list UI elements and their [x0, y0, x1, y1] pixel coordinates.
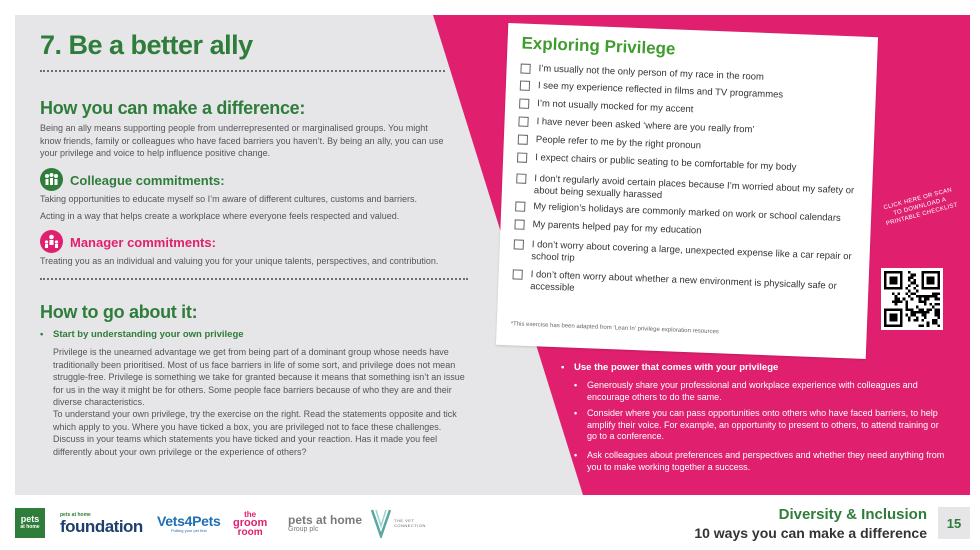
checkbox[interactable]: [518, 116, 528, 126]
bullet-understand-privilege: [40, 329, 244, 342]
logo-at-home-word: at home: [20, 524, 40, 530]
manager-commitments-heading: Manager commitments:: [70, 235, 216, 250]
colleague-commitment-2: Acting in a way that helps create a workplace where everyone feels respected and valued.: [40, 211, 400, 221]
logo-foundation: [60, 505, 143, 541]
bullet-understand-privilege-label: Start by understanding your own privilege: [53, 329, 244, 340]
checklist-item-text: I don’t worry about covering a large, unexpected expense like a car repair or school trip: [531, 239, 852, 264]
logo-vet-connection: [370, 505, 426, 541]
checkbox[interactable]: [516, 173, 526, 183]
logo-group-sub: Group plc: [288, 525, 319, 533]
footer-title-line-2: 10 ways you can make a difference: [694, 525, 927, 541]
divider-dotted-2: [40, 278, 468, 280]
use-power-item-text: Generously share your professional and workplace experience with colleagues and encourage others to do the same.: [587, 380, 918, 402]
bullet-dot: •: [574, 450, 578, 460]
exercise-paragraph: To understand your own privilege, try the exercise on the right. Read the statements opposite and tick which apply to you. Where you have ticked a box, you are privileged not to face these challenges. Discuss in your teams which statements you have ticked and your reaction. Has it made you feel differently about your own privilege or the experience of others?: [53, 409, 457, 457]
checklist-item-text: I don’t regularly avoid certain places because I’m worried about my safety or about being sexually harassed: [533, 173, 855, 202]
vet-connection-mark-icon: [370, 508, 392, 538]
footer-title-line-1: Diversity & Inclusion: [778, 506, 927, 523]
use-power-item: [574, 408, 947, 443]
logo-group-main: pets at home: [288, 512, 363, 527]
bullet-dot: •: [40, 329, 44, 340]
logo-pets-at-home: [15, 505, 45, 541]
divider-dotted: [40, 70, 445, 72]
checklist-item-text: I have never been asked ‘where are you really from’: [536, 116, 755, 136]
page-number: 15: [938, 507, 970, 539]
bullet-use-power-label: Use the power that comes with your privilege: [574, 362, 779, 373]
checklist-item-text: My parents helped pay for my education: [532, 219, 702, 237]
logo-vets4pets-tagline: Putting your pet first: [171, 527, 207, 533]
use-power-item: [574, 450, 947, 473]
checklist-item-text: My religion’s holidays are commonly marked on work or school calendars: [533, 201, 841, 224]
privilege-paragraph: Privilege is the unearned advantage we get from being part of a dominant group whose needs have traditionally been prioritised. Most of us face barriers in life of some sort, and privilege does not mean struggle-free. Privilege is something we take for granted because it means that something isn’t an issue for us in the way it might be for others. Some people face barriers because of who they are and their diverse characteristics.: [53, 347, 465, 407]
use-power-item-text: Ask colleagues about preferences and perspectives and whether they need anything from you to make working together a success.: [587, 450, 945, 472]
download-checklist-note: CLICK HERE OR SCAN TO DOWNLOAD A PRINTABLE CHECKLIST: [883, 187, 959, 228]
colleague-icon: [40, 168, 63, 191]
bullet-dot: •: [574, 408, 578, 418]
exploring-privilege-checklist: [496, 23, 878, 359]
logo-pets-word: pets: [20, 514, 40, 524]
logo-foundation-word: foundation: [60, 516, 143, 536]
logo-groom-the: the: [244, 509, 257, 519]
checkbox[interactable]: [519, 98, 529, 108]
footer-title: [694, 506, 927, 542]
section-heading-how-to: How to go about it:: [40, 302, 198, 322]
logo-groom-room-word: room: [237, 526, 263, 538]
checklist-item-text: I’m not usually mocked for my accent: [537, 98, 694, 116]
colleague-commitments-heading: Colleague commitments:: [70, 173, 225, 188]
manager-icon: [40, 230, 63, 253]
bullet-dot: •: [574, 380, 578, 390]
intro-paragraph: Being an ally means supporting people from underrepresented or marginalised groups. You might know friends, family or colleagues who have faced barriers you haven’t. By being an ally, you can use your privilege and voice to help influence positive change.: [40, 123, 444, 158]
bullet-use-power: [561, 362, 779, 375]
logo-groom-groom: groom: [233, 516, 268, 529]
checkbox[interactable]: [514, 239, 524, 249]
page-title: 7. Be a better ally: [40, 30, 253, 60]
checkbox[interactable]: [520, 64, 530, 74]
use-power-item-text: Consider where you can pass opportunities onto others who have faced barriers, to help amplify their voice. For example, an opportunity to present to others, to attend training or go to a conference.: [587, 408, 939, 441]
checkbox[interactable]: [520, 81, 530, 91]
checklist-item-text: I see my experience reflected in films and TV programmes: [537, 80, 784, 101]
logo-vets4pets: [157, 505, 220, 541]
checklist-title: Exploring Privilege: [521, 33, 676, 59]
checklist-item-text: I don’t often worry about whether a new environment is physically safe or accessible: [530, 269, 837, 294]
logo-groom-room: [233, 505, 267, 541]
checkbox[interactable]: [518, 134, 528, 144]
logo-vets4pets-word: Vets4Pets: [157, 512, 221, 529]
checkbox[interactable]: [517, 152, 527, 162]
use-power-item: [574, 380, 947, 403]
logo-pets-at-home-group: [288, 505, 362, 541]
section-heading-difference: How you can make a difference:: [40, 98, 306, 118]
checklist-item-text: I expect chairs or public seating to be comfortable for my body: [534, 152, 797, 174]
qr-code-image[interactable]: [881, 268, 943, 330]
manager-commitment-1: Treating you as an individual and valuing you for your unique talents, perspectives, and contribution.: [40, 256, 439, 266]
checklist-item-text: I’m usually not the only person of my race in the room: [538, 63, 765, 83]
colleague-commitment-1: Taking opportunities to educate myself so I’m aware of different cultures, customs and barriers.: [40, 194, 418, 204]
checklist-footnote: *This exercise has been adapted from ‘Lean In’ privilege exploration resources: [510, 321, 719, 336]
checkbox[interactable]: [515, 201, 525, 211]
logo-foundation-small: pets at home: [60, 511, 91, 518]
logo-vet-connection-text: THE VET CONNECTION: [394, 518, 426, 528]
bullet-dot: •: [561, 362, 565, 373]
checkbox[interactable]: [514, 219, 524, 229]
checklist-item-text: People refer to me by the right pronoun: [535, 134, 702, 152]
checkbox[interactable]: [512, 269, 522, 279]
